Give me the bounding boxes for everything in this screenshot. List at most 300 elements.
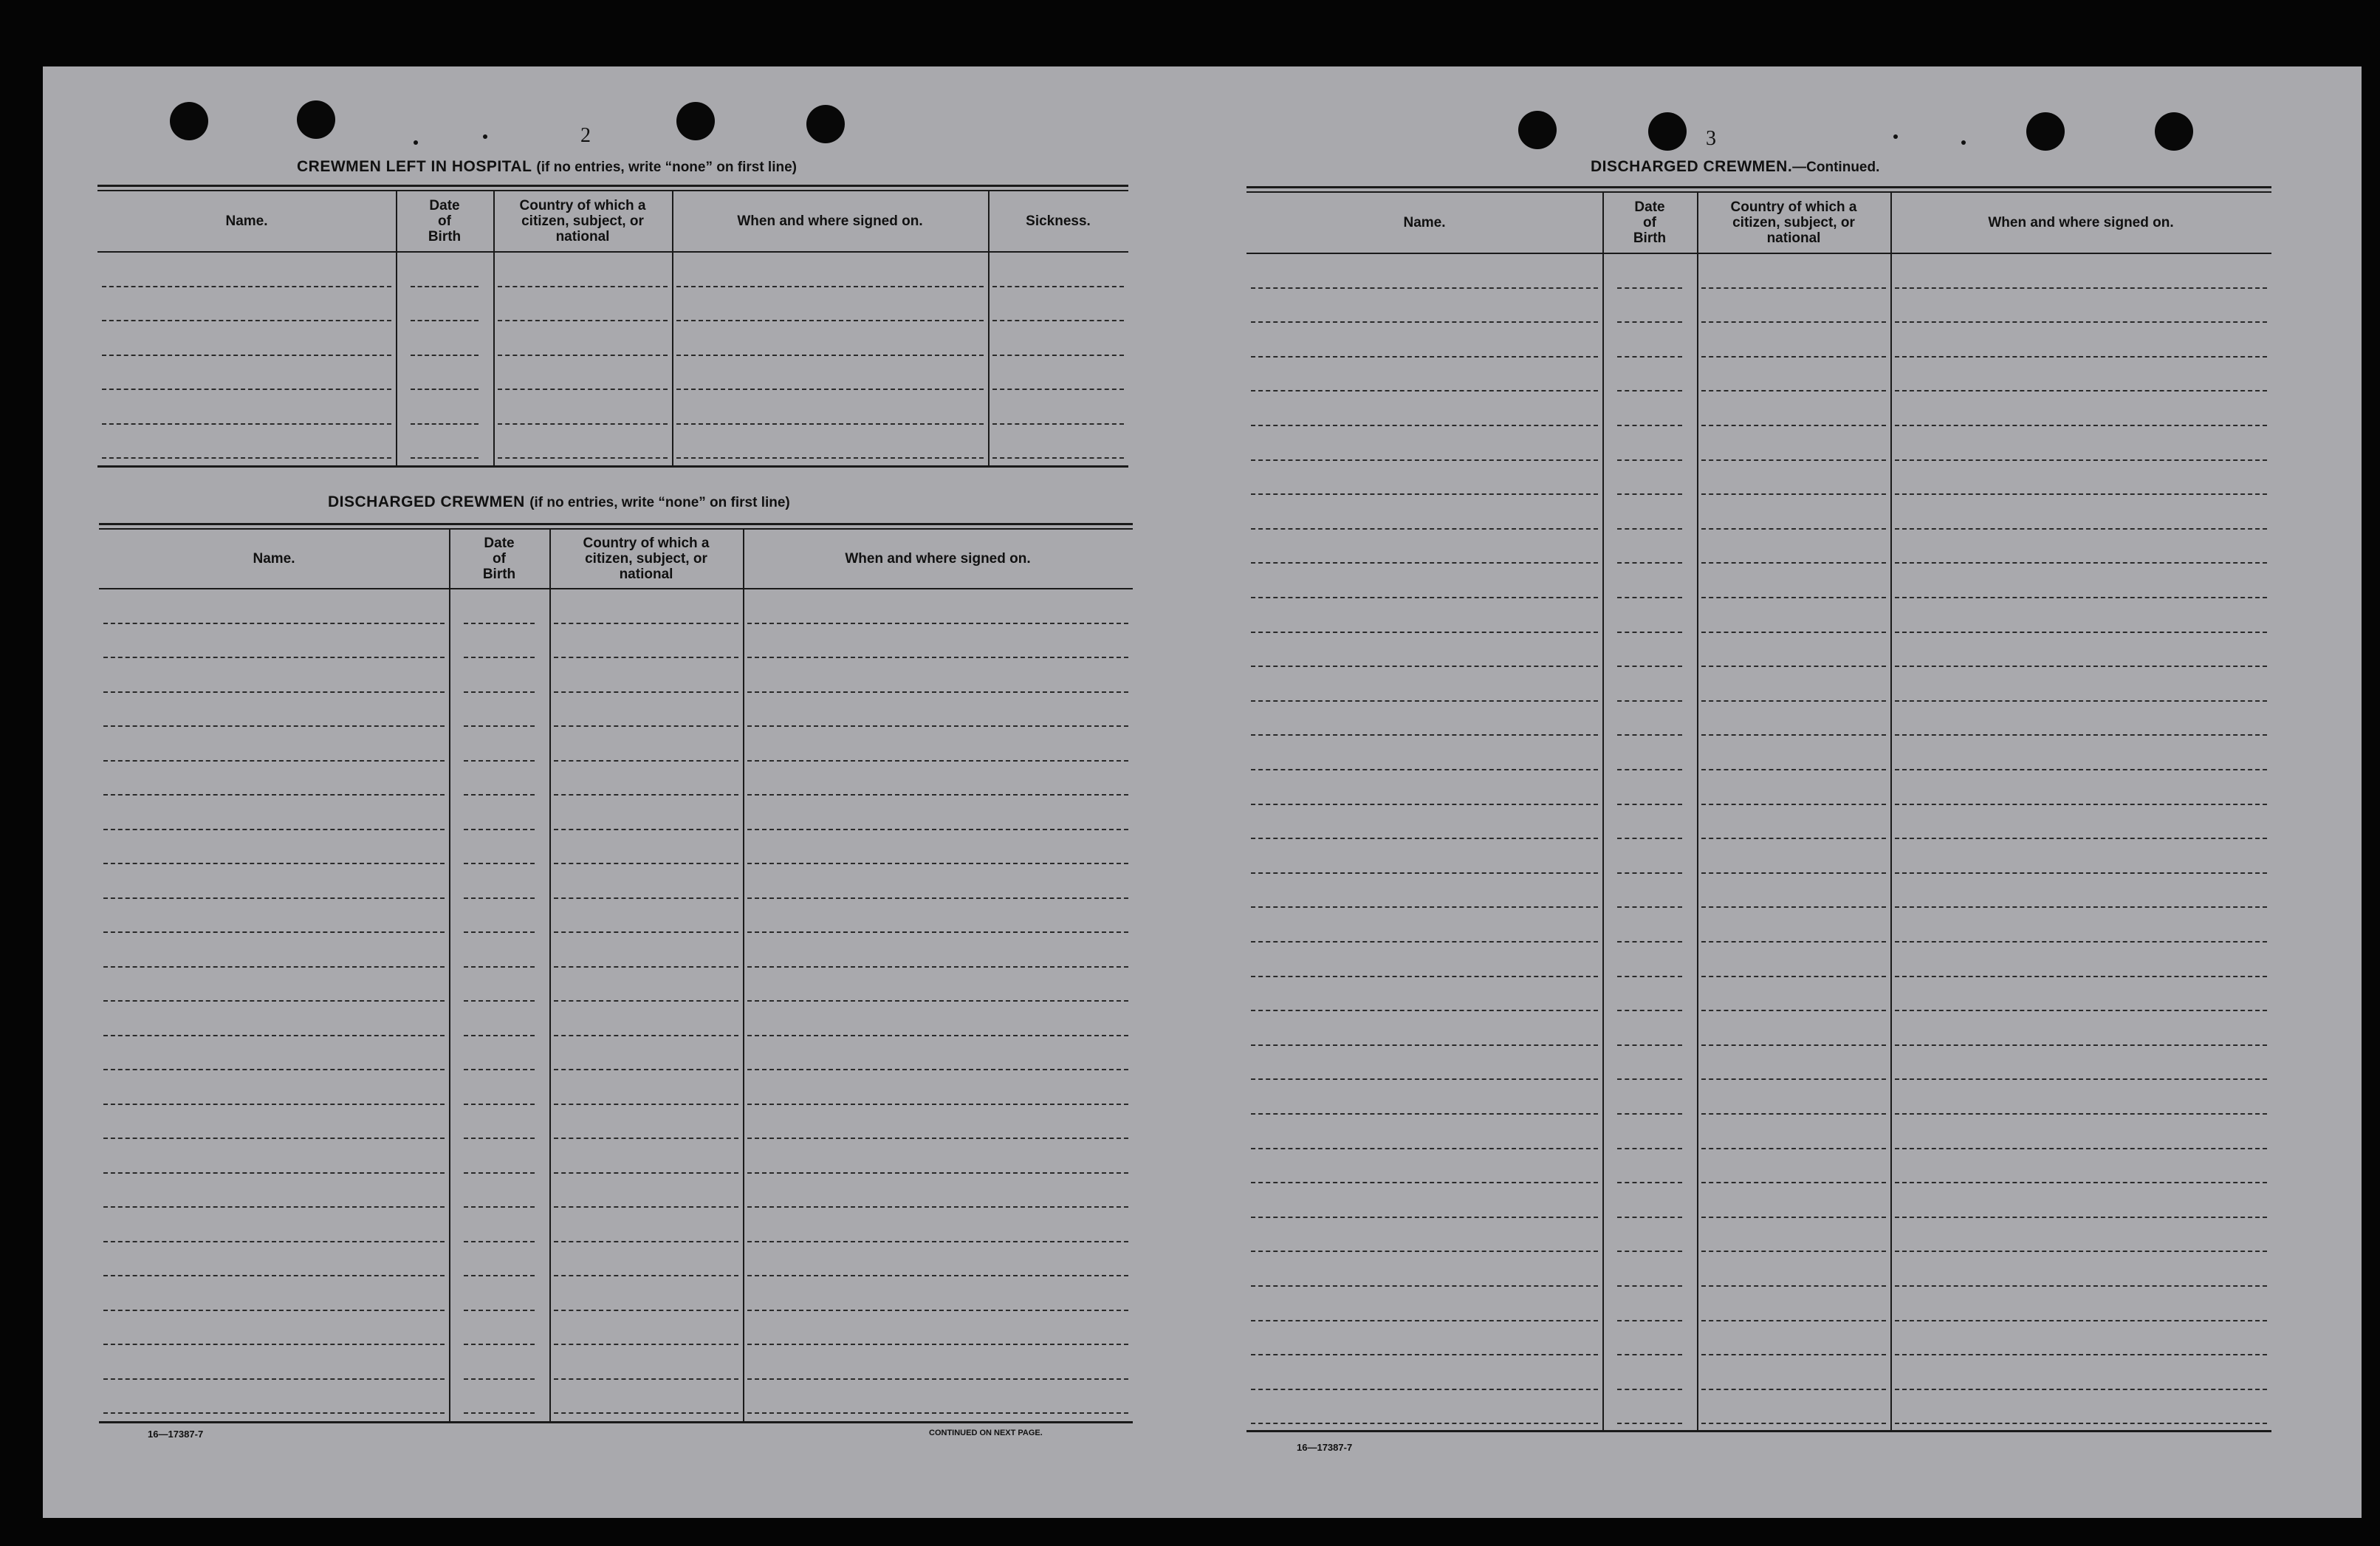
row-line	[498, 320, 668, 321]
row-line	[1251, 941, 1598, 943]
row-line	[1895, 632, 2267, 633]
row-line	[1895, 872, 2267, 874]
row-line	[1617, 562, 1682, 564]
row-line	[1701, 872, 1886, 874]
column-header-date-of-birth: Date of Birth	[482, 536, 516, 582]
row-line	[103, 794, 445, 796]
row-line	[992, 423, 1124, 425]
row-line	[1701, 976, 1886, 977]
row-line	[554, 931, 738, 933]
row-line	[102, 355, 391, 356]
row-line	[1895, 287, 2267, 289]
discharged-continued-title-text: DISCHARGED CREWMEN.	[1591, 158, 1793, 175]
row-line	[498, 355, 668, 356]
row-line	[1701, 1320, 1886, 1321]
table-column-divider	[1890, 192, 1892, 1430]
row-line	[1617, 1010, 1682, 1011]
row-line	[676, 355, 984, 356]
row-line	[1617, 700, 1682, 702]
row-line	[1251, 838, 1598, 839]
row-line	[676, 389, 984, 390]
column-header-date-of-birth: Date of Birth	[1633, 199, 1667, 246]
table-top-rule	[99, 528, 1133, 530]
row-line	[1701, 1078, 1886, 1080]
row-line	[1251, 1423, 1598, 1424]
table-column-divider	[493, 191, 495, 465]
row-line	[103, 1172, 445, 1174]
row-line	[464, 1172, 535, 1174]
row-line	[1895, 941, 2267, 943]
column-header-sickness: Sickness.	[1026, 213, 1091, 229]
row-line	[747, 1412, 1128, 1414]
row-line	[1617, 632, 1682, 633]
row-line	[554, 1000, 738, 1002]
row-line	[1617, 666, 1682, 667]
row-line	[464, 1000, 535, 1002]
row-line	[1895, 1320, 2267, 1321]
row-line	[464, 829, 535, 830]
row-line	[1617, 1389, 1682, 1390]
row-line	[102, 423, 391, 425]
row-line	[676, 286, 984, 287]
table-top-rule	[99, 523, 1133, 525]
row-line	[1617, 838, 1682, 839]
row-line	[1251, 425, 1598, 426]
row-line	[1701, 1010, 1886, 1011]
row-line	[1617, 493, 1682, 495]
row-line	[103, 1138, 445, 1139]
column-header-signed-on: When and where signed on.	[1988, 215, 2174, 230]
row-line	[411, 355, 479, 356]
row-line	[1895, 562, 2267, 564]
row-line	[1617, 356, 1682, 358]
row-line	[1701, 1182, 1886, 1183]
form-number-left: 16—17387-7	[148, 1429, 204, 1440]
row-line	[747, 657, 1128, 658]
row-line	[1251, 1113, 1598, 1115]
row-line	[1617, 769, 1682, 770]
punch-hole	[1518, 111, 1557, 149]
row-line	[498, 423, 668, 425]
row-line	[1895, 734, 2267, 736]
row-line	[1895, 1389, 2267, 1390]
row-line	[1251, 1148, 1598, 1149]
row-line	[1701, 632, 1886, 633]
row-line	[103, 1275, 445, 1276]
row-line	[1895, 1217, 2267, 1218]
row-line	[1251, 1320, 1598, 1321]
row-line	[464, 1378, 535, 1380]
row-line	[554, 1069, 738, 1070]
row-line	[498, 286, 668, 287]
table-top-rule	[97, 185, 1128, 187]
print-mark	[483, 134, 487, 139]
row-line	[464, 863, 535, 864]
print-mark	[414, 140, 418, 145]
row-line	[747, 794, 1128, 796]
row-line	[102, 389, 391, 390]
row-line	[464, 966, 535, 968]
row-line	[1895, 597, 2267, 598]
row-line	[554, 725, 738, 727]
row-line	[464, 1344, 535, 1345]
hospital-title-text: CREWMEN LEFT IN HOSPITAL	[297, 158, 532, 175]
column-header-name: Name.	[253, 551, 295, 567]
row-line	[1251, 1285, 1598, 1287]
table-column-divider	[672, 191, 673, 465]
column-header-signed-on: When and where signed on.	[737, 213, 923, 229]
row-line	[1701, 1113, 1886, 1115]
discharged-title-text: DISCHARGED CREWMEN	[328, 493, 525, 510]
row-line	[747, 931, 1128, 933]
row-line	[1251, 356, 1598, 358]
row-line	[992, 286, 1124, 287]
punch-hole	[1648, 112, 1687, 151]
column-header-country: Country of which a citizen, subject, or national	[1730, 199, 1857, 246]
row-line	[1251, 1389, 1598, 1390]
row-line	[1701, 1217, 1886, 1218]
row-line	[1895, 528, 2267, 530]
continued-note: CONTINUED ON NEXT PAGE.	[929, 1429, 1043, 1437]
table-column-divider	[988, 191, 990, 465]
row-line	[1617, 1320, 1682, 1321]
row-line	[554, 1172, 738, 1174]
row-line	[1617, 425, 1682, 426]
column-header-signed-on: When and where signed on.	[845, 551, 1031, 567]
row-line	[103, 623, 445, 624]
row-line	[554, 623, 738, 624]
row-line	[1251, 459, 1598, 461]
row-line	[1617, 1285, 1682, 1287]
row-line	[1895, 1078, 2267, 1080]
row-line	[498, 457, 668, 459]
row-line	[1617, 287, 1682, 289]
row-line	[1617, 1078, 1682, 1080]
table-column-divider	[743, 529, 744, 1421]
row-line	[1701, 425, 1886, 426]
row-line	[747, 725, 1128, 727]
row-line	[554, 966, 738, 968]
row-line	[103, 1412, 445, 1414]
row-line	[554, 829, 738, 830]
discharged-section-title	[328, 493, 790, 511]
row-line	[1617, 597, 1682, 598]
row-line	[464, 725, 535, 727]
form-number-right: 16—17387-7	[1297, 1442, 1353, 1453]
row-line	[1701, 390, 1886, 391]
row-line	[1895, 1285, 2267, 1287]
discharged-continued-suffix: —Continued.	[1792, 160, 1880, 175]
row-line	[1701, 528, 1886, 530]
row-line	[747, 966, 1128, 968]
row-line	[1251, 734, 1598, 736]
print-mark	[1893, 134, 1898, 139]
row-line	[1701, 287, 1886, 289]
row-line	[747, 691, 1128, 693]
row-line	[1895, 1010, 2267, 1011]
column-header-name: Name.	[225, 213, 268, 229]
row-line	[554, 760, 738, 762]
row-line	[498, 389, 668, 390]
form-sheet	[43, 66, 2362, 1518]
row-line	[411, 389, 479, 390]
row-line	[992, 355, 1124, 356]
row-line	[1895, 906, 2267, 908]
punch-hole	[2026, 112, 2065, 151]
row-line	[103, 1344, 445, 1345]
row-line	[1701, 666, 1886, 667]
column-header-country: Country of which a citizen, subject, or national	[583, 536, 710, 582]
row-line	[1895, 1148, 2267, 1149]
row-line	[103, 1378, 445, 1380]
row-line	[554, 863, 738, 864]
table-header-rule	[99, 588, 1133, 589]
row-line	[1895, 1044, 2267, 1046]
row-line	[464, 1206, 535, 1208]
row-line	[1251, 1010, 1598, 1011]
row-line	[1617, 321, 1682, 323]
row-line	[554, 1310, 738, 1311]
row-line	[464, 1275, 535, 1276]
row-line	[747, 863, 1128, 864]
row-line	[464, 1310, 535, 1311]
row-line	[554, 897, 738, 899]
row-line	[554, 1412, 738, 1414]
row-line	[1617, 804, 1682, 805]
row-line	[554, 794, 738, 796]
row-line	[1617, 1423, 1682, 1424]
row-line	[747, 760, 1128, 762]
row-line	[103, 1241, 445, 1242]
row-line	[1895, 1113, 2267, 1115]
row-line	[103, 829, 445, 830]
row-line	[747, 1138, 1128, 1139]
row-line	[1701, 1423, 1886, 1424]
row-line	[747, 1000, 1128, 1002]
row-line	[554, 1275, 738, 1276]
row-line	[992, 389, 1124, 390]
row-line	[1617, 734, 1682, 736]
row-line	[554, 1138, 738, 1139]
table-header-rule	[1246, 253, 2271, 254]
row-line	[676, 457, 984, 459]
row-line	[1701, 1044, 1886, 1046]
column-header-name: Name.	[1403, 215, 1446, 230]
row-line	[103, 760, 445, 762]
table-column-divider	[449, 529, 450, 1421]
punch-hole	[806, 105, 845, 143]
row-line	[554, 1241, 738, 1242]
row-line	[464, 794, 535, 796]
row-line	[676, 423, 984, 425]
row-line	[103, 1069, 445, 1070]
row-line	[554, 1344, 738, 1345]
row-line	[747, 829, 1128, 830]
row-line	[747, 1172, 1128, 1174]
row-line	[747, 1241, 1128, 1242]
row-line	[464, 897, 535, 899]
row-line	[1895, 1251, 2267, 1252]
column-header-country: Country of which a citizen, subject, or national	[519, 198, 646, 244]
table-bottom-rule	[99, 1421, 1133, 1423]
row-line	[1701, 906, 1886, 908]
row-line	[1701, 493, 1886, 495]
row-line	[464, 623, 535, 624]
row-line	[102, 286, 391, 287]
row-line	[464, 931, 535, 933]
row-line	[1251, 1354, 1598, 1355]
row-line	[1251, 1251, 1598, 1252]
row-line	[1251, 906, 1598, 908]
discharged-instruction: (if no entries, write “none” on first line)	[529, 495, 790, 510]
row-line	[554, 1104, 738, 1105]
table-column-divider	[396, 191, 397, 465]
print-mark	[1961, 140, 1966, 145]
row-line	[1895, 459, 2267, 461]
punch-hole	[2155, 112, 2193, 151]
row-line	[1617, 1044, 1682, 1046]
table-top-rule	[1246, 186, 2271, 188]
table-column-divider	[1602, 192, 1604, 1430]
row-line	[1251, 976, 1598, 977]
row-line	[1617, 528, 1682, 530]
row-line	[747, 897, 1128, 899]
row-line	[554, 1035, 738, 1036]
table-column-divider	[1697, 192, 1698, 1430]
row-line	[1701, 838, 1886, 839]
row-line	[1895, 1354, 2267, 1355]
row-line	[1895, 1423, 2267, 1424]
row-line	[1701, 321, 1886, 323]
row-line	[1895, 390, 2267, 391]
row-line	[1617, 906, 1682, 908]
row-line	[554, 1206, 738, 1208]
row-line	[747, 1310, 1128, 1311]
row-line	[1251, 769, 1598, 770]
row-line	[747, 1344, 1128, 1345]
row-line	[1617, 1148, 1682, 1149]
row-line	[1251, 493, 1598, 495]
row-line	[1251, 1217, 1598, 1218]
row-line	[1251, 666, 1598, 667]
row-line	[1895, 321, 2267, 323]
row-line	[1895, 666, 2267, 667]
row-line	[747, 1035, 1128, 1036]
row-line	[1251, 562, 1598, 564]
row-line	[1895, 493, 2267, 495]
page-number-right: 3	[1706, 127, 1716, 150]
column-header-date-of-birth: Date of Birth	[428, 198, 462, 244]
row-line	[1701, 597, 1886, 598]
table-top-rule	[97, 190, 1128, 191]
row-line	[1701, 734, 1886, 736]
page-number-left: 2	[580, 124, 591, 147]
row-line	[1617, 1251, 1682, 1252]
row-line	[1617, 1354, 1682, 1355]
row-line	[747, 1275, 1128, 1276]
row-line	[103, 1310, 445, 1311]
row-line	[1895, 769, 2267, 770]
row-line	[411, 286, 479, 287]
row-line	[464, 691, 535, 693]
row-line	[103, 863, 445, 864]
row-line	[103, 1000, 445, 1002]
punch-hole	[676, 102, 715, 140]
row-line	[1895, 356, 2267, 358]
row-line	[1617, 1182, 1682, 1183]
row-line	[1701, 562, 1886, 564]
row-line	[1251, 287, 1598, 289]
row-line	[992, 320, 1124, 321]
row-line	[1701, 1285, 1886, 1287]
row-line	[464, 1241, 535, 1242]
row-line	[1895, 976, 2267, 977]
row-line	[103, 1206, 445, 1208]
row-line	[554, 1378, 738, 1380]
row-line	[747, 623, 1128, 624]
row-line	[1701, 356, 1886, 358]
row-line	[992, 457, 1124, 459]
row-line	[1251, 872, 1598, 874]
table-bottom-rule	[1246, 1430, 2271, 1432]
row-line	[411, 457, 479, 459]
row-line	[1895, 838, 2267, 839]
row-line	[1617, 872, 1682, 874]
row-line	[747, 1104, 1128, 1105]
row-line	[1701, 1251, 1886, 1252]
row-line	[1701, 804, 1886, 805]
row-line	[1701, 941, 1886, 943]
row-line	[1251, 804, 1598, 805]
row-line	[103, 966, 445, 968]
row-line	[676, 320, 984, 321]
row-line	[747, 1206, 1128, 1208]
row-line	[747, 1378, 1128, 1380]
row-line	[1251, 528, 1598, 530]
punch-hole	[297, 100, 335, 139]
row-line	[554, 657, 738, 658]
row-line	[464, 760, 535, 762]
row-line	[1251, 390, 1598, 391]
row-line	[1701, 700, 1886, 702]
row-line	[1701, 1148, 1886, 1149]
row-line	[102, 457, 391, 459]
row-line	[1895, 804, 2267, 805]
row-line	[1251, 700, 1598, 702]
row-line	[102, 320, 391, 321]
row-line	[411, 320, 479, 321]
row-line	[464, 657, 535, 658]
row-line	[464, 1412, 535, 1414]
row-line	[1895, 700, 2267, 702]
row-line	[103, 1035, 445, 1036]
row-line	[1895, 425, 2267, 426]
row-line	[1617, 941, 1682, 943]
row-line	[103, 931, 445, 933]
row-line	[1617, 1113, 1682, 1115]
row-line	[464, 1069, 535, 1070]
row-line	[747, 1069, 1128, 1070]
table-bottom-rule	[97, 465, 1128, 468]
row-line	[103, 657, 445, 658]
discharged-continued-title	[1591, 158, 1879, 176]
row-line	[1701, 459, 1886, 461]
row-line	[1251, 1182, 1598, 1183]
hospital-section-title	[297, 158, 797, 176]
row-line	[103, 691, 445, 693]
row-line	[464, 1104, 535, 1105]
row-line	[1701, 1389, 1886, 1390]
